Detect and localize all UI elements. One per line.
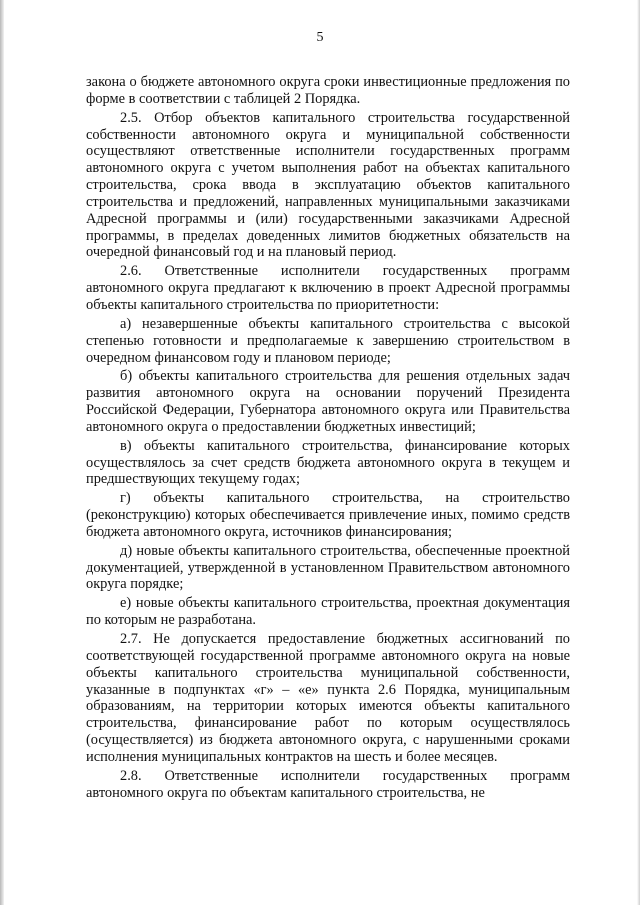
paragraph-2-8: 2.8. Ответственные исполнители государственных программ автономного округа по объектам капитального строительства, не bbox=[86, 767, 570, 801]
paragraph-2-6: 2.6. Ответственные исполнители государственных программ автономного округа предлагают к включению в проект Адресной программы объекты капитального строительства по приоритетности: bbox=[86, 263, 570, 313]
paragraph-item-g: г) объекты капитального строительства, на строительство (реконструкцию) которых обеспечивается привлечение иных, помимо средств бюджета автономного округа, источников финансирования; bbox=[86, 490, 570, 540]
paragraph-item-d: д) новые объекты капитального строительства, обеспеченные проектной документацией, утвержденной в установленном Правительством автономного округа порядке; bbox=[86, 542, 570, 593]
paragraph-item-b: б) объекты капитального строительства для решения отдельных задач развития автономного округа на основании поручений Президента Российской Федерации, Губернатора автономного округа или Правительства автономного округа о предоставлении бюджетных инвестиций; bbox=[86, 368, 570, 435]
paragraph-2-5: 2.5. Отбор объектов капитального строительства государственной собственности автономного округа и муниципальной собственности осуществляют ответственные исполнители государственных программ автономного округа с учетом выполнения работ на объектах капитального строительства, срока ввода в эксплуатацию объектов капитального строительства и предложений, направленных муниципальными заказчиками Адресной программы и (или) государственными заказчиками Адресной программы, в пределах доведенных лимитов бюджетных обязательств на очередной финансовый год и на плановый период. bbox=[86, 109, 570, 261]
paragraph-2-7: 2.7. Не допускается предоставление бюджетных ассигнований по соответствующей государственной программе автономного округа на новые объекты капитального строительства муниципальной собственности, указанные в подпунктах «г» – «е» пункта 2.6 Порядка, муниципальным образованиям, на территории которых имеются объекты капитального строительства, финансирование работ по которым осуществлялось (осуществляется) из бюджета автономного округа, с нарушенными сроками исполнения муниципальных контрактов на шесть и более месяцев. bbox=[86, 631, 570, 765]
document-body bbox=[86, 74, 570, 801]
paragraph-item-e: е) новые объекты капитального строительства, проектная документация по которым не разработана. bbox=[86, 595, 570, 629]
page-number: 5 bbox=[316, 30, 324, 45]
paragraph-item-a: а) незавершенные объекты капитального строительства с высокой степенью готовности и предполагаемые к завершению строительством в очередном финансовом году и плановом периоде; bbox=[86, 315, 570, 366]
scan-left-edge bbox=[0, 0, 4, 905]
paragraph-item-v: в) объекты капитального строительства, финансирование которых осуществлялось за счет средств бюджета автономного округа в текущем и предшествующих текущему годах; bbox=[86, 437, 570, 488]
paragraph-continuation: закона о бюджете автономного округа сроки инвестиционные предложения по форме в соответствии с таблицей 2 Порядка. bbox=[86, 74, 570, 107]
